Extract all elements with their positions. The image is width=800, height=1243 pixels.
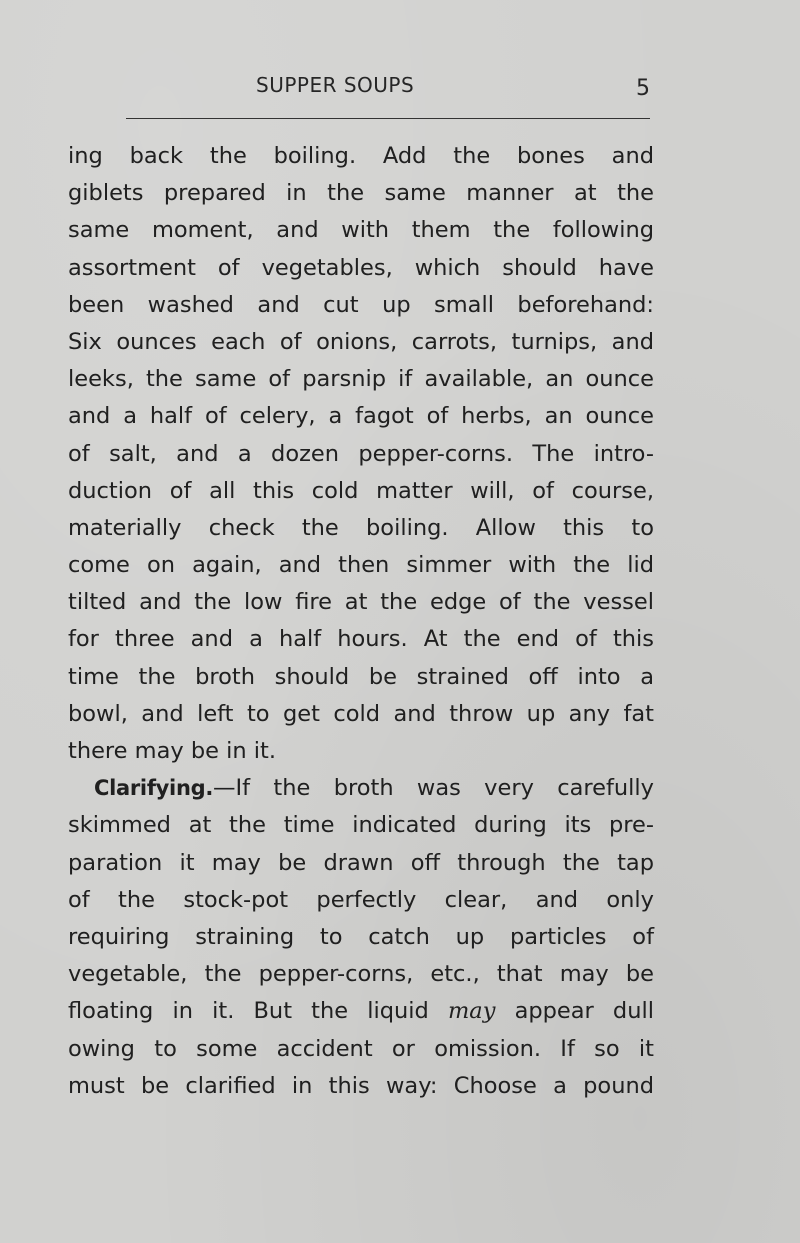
text-line: materially check the boiling. Allow this to [68,514,654,541]
section-run-in-heading: Clarifying. [94,776,214,801]
italic-emphasis: may [447,998,496,1025]
header-rule [126,118,650,119]
text-fragment: But the liquid [253,998,429,1025]
text-line: tilted and the low fire at the edge of the vessel [68,589,654,616]
text-line: paration it may be drawn off through the tap [68,849,654,876]
paragraph-broth [68,138,654,770]
text-line: there may be in it. [68,738,277,764]
text-fragment: —If the broth was very carefully [213,775,654,802]
text-line: Six ounces each of onions, carrots, turnips, and [68,328,654,355]
text-line: owing to some accident or omission. If so it [68,1035,654,1062]
text-line: of salt, and a dozen pepper-corns. The intro- [68,440,654,467]
text-line: requiring straining to catch up particles of [68,923,654,950]
running-head-title: SUPPER SOUPS [256,73,415,97]
text-line: must be clarified in this way: Choose a pound [68,1072,654,1099]
text-line: for three and a half hours. At the end of this [68,626,654,653]
text-fragment: floating in it. [68,998,235,1025]
text-fragment: appear dull [514,998,654,1025]
page-number: 5 [636,76,650,101]
text-line: same moment, and with them the following [68,217,654,244]
text-line: skimmed at the time indicated during its pre- [68,812,654,839]
text-line: of the stock-pot perfectly clear, and only [68,886,654,913]
text-line: been washed and cut up small beforehand: [68,291,654,318]
text-line: assortment of vegetables, which should have [68,254,654,281]
text-line: duction of all this cold matter will, of course, [68,477,654,504]
paragraph-clarifying [68,770,654,1105]
text-line: vegetable, the pepper-corns, etc., that may be [68,961,654,988]
body-text [68,138,654,1105]
text-line-with-italic [68,993,654,1030]
text-line-with-heading [68,770,654,807]
text-line: leeks, the same of parsnip if available, an ounce [68,366,654,393]
text-line: come on again, and then simmer with the lid [68,552,654,579]
text-line: ing back the boiling. Add the bones and [68,143,654,169]
text-line: time the broth should be strained off into a [68,663,654,690]
text-line: and a half of celery, a fagot of herbs, an ounce [68,403,654,430]
text-line: giblets prepared in the same manner at the [68,180,654,207]
text-line: bowl, and left to get cold and throw up any fat [68,700,654,727]
